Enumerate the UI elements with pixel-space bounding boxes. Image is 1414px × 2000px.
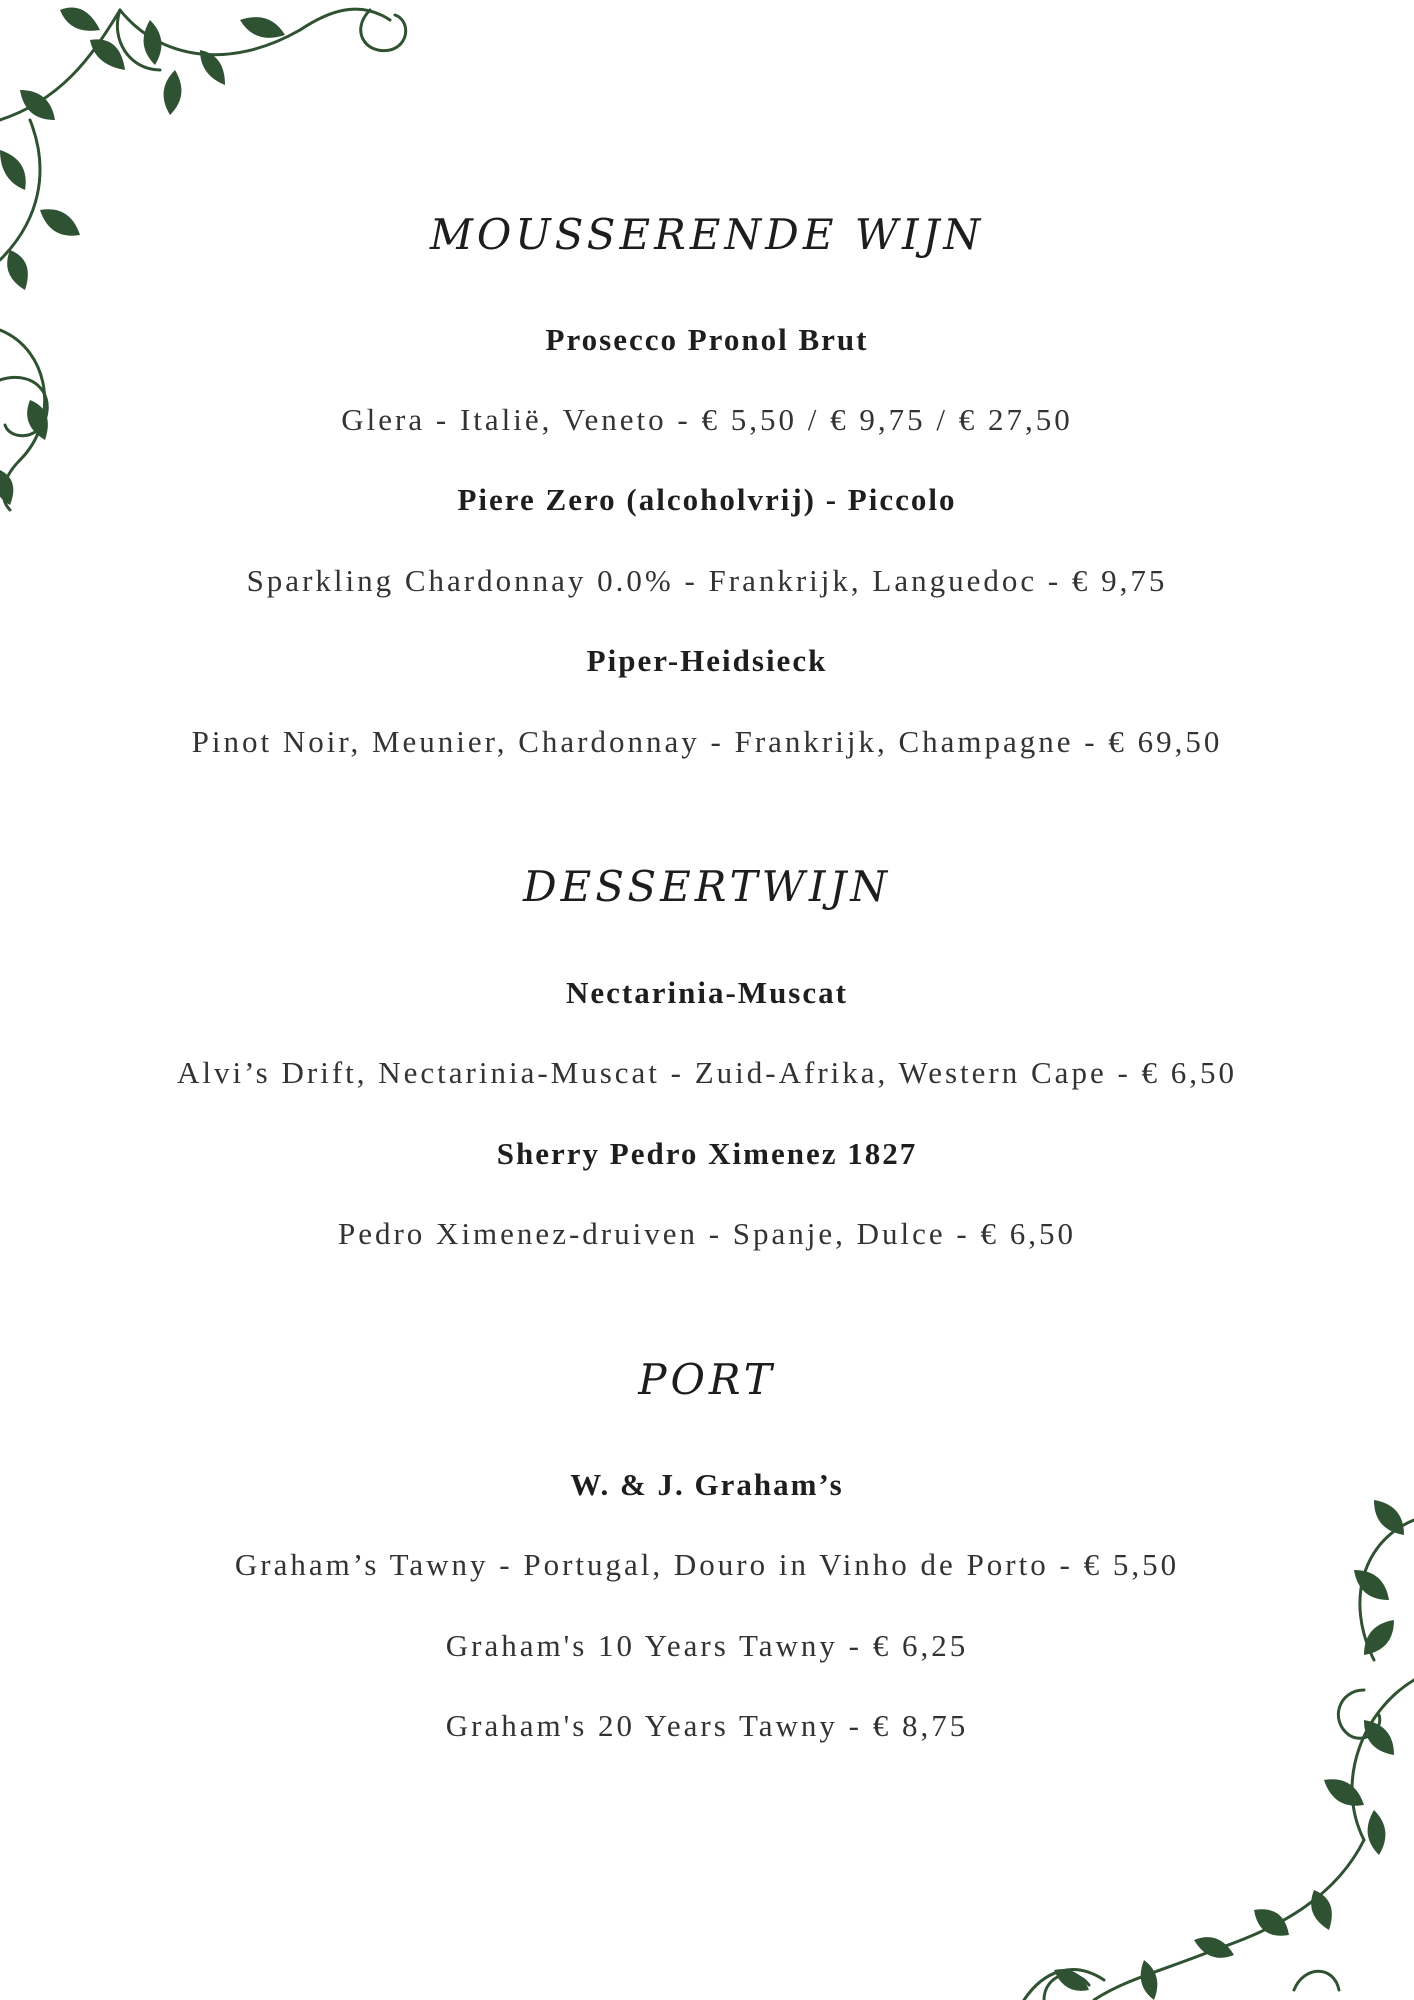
wine-name-sherry: Sherry Pedro Ximenez 1827 (496, 1136, 918, 1171)
wine-desc-nectarinia: Alvi’s Drift, Nectarinia-Muscat - Zuid-Afrika, Western Cape - € 6,50 (176, 1055, 1238, 1090)
wine-name-nectarinia: Nectarinia-Muscat (566, 975, 848, 1010)
wine-desc-prosecco: Glera - Italië, Veneto - € 5,50 / € 9,75 / € 27,50 (341, 402, 1073, 437)
floral-ornament-top-left-icon (0, 0, 500, 520)
wine-desc-sherry: Pedro Ximenez-druiven - Spanje, Dulce - € 6,50 (337, 1216, 1077, 1251)
section-heading-port: PORT (638, 1355, 776, 1404)
wine-desc-graham-20-years: Graham's 20 Years Tawny - € 8,75 (445, 1708, 969, 1743)
wine-desc-piper-heidsieck: Pinot Noir, Meunier, Chardonnay - Frankrijk, Champagne - € 69,50 (191, 724, 1223, 759)
wine-desc-piere-zero: Sparkling Chardonnay 0.0% - Frankrijk, Languedoc - € 9,75 (246, 563, 1168, 598)
wine-name-piper-heidsieck: Piper-Heidsieck (586, 643, 828, 678)
wine-name-graham: W. & J. Graham’s (570, 1467, 844, 1502)
wine-desc-graham-10-years: Graham's 10 Years Tawny - € 6,25 (445, 1628, 969, 1663)
section-heading-mousserende-wijn: MOUSSERENDE WIJN (429, 210, 985, 259)
section-heading-dessertwijn: DESSERTWIJN (522, 862, 892, 911)
wine-name-piere-zero: Piere Zero (alcoholvrij) - Piccolo (457, 482, 957, 517)
wine-desc-graham-tawny: Graham’s Tawny - Portugal, Douro in Vinho de Porto - € 5,50 (234, 1547, 1180, 1582)
wine-name-prosecco: Prosecco Pronol Brut (545, 322, 869, 357)
